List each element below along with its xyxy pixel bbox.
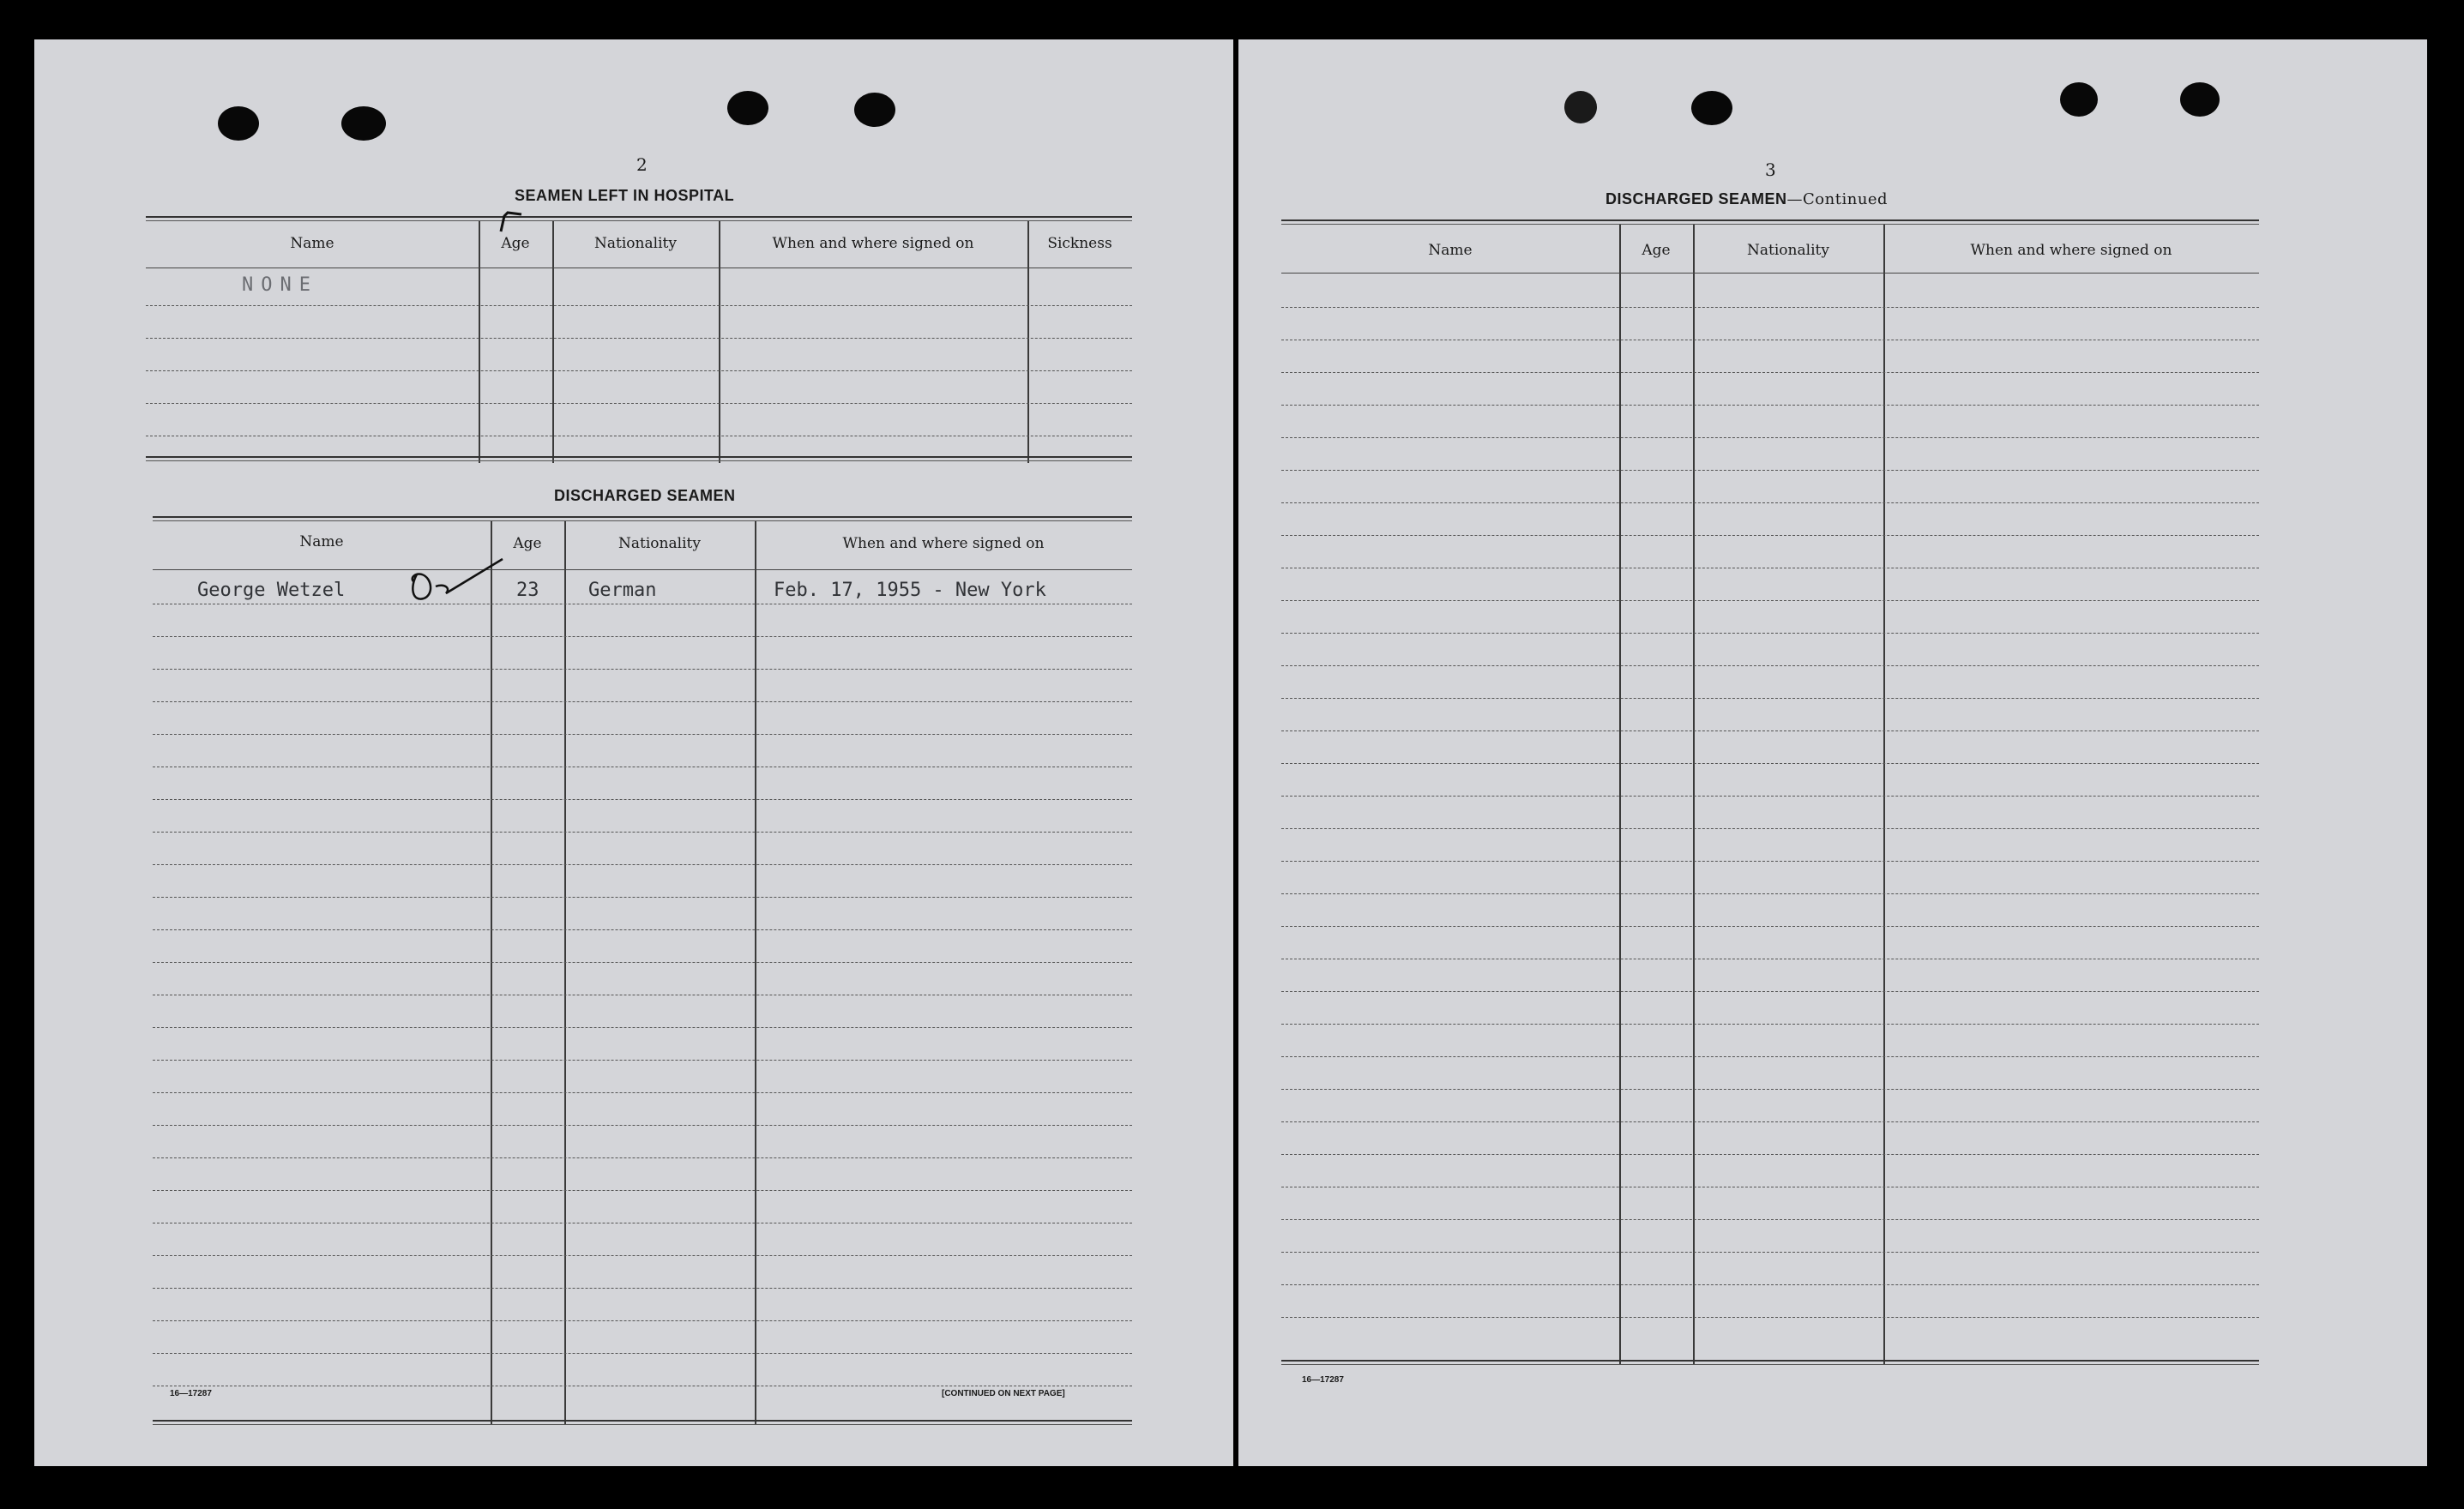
none-entry: NONE bbox=[242, 274, 318, 296]
continued-note: [CONTINUED ON NEXT PAGE] bbox=[942, 1389, 1065, 1398]
column-header-sickness: Sickness bbox=[1047, 235, 1112, 252]
punch-hole bbox=[218, 106, 259, 141]
right-page bbox=[1238, 39, 2427, 1466]
discharged-table bbox=[153, 516, 1132, 1430]
seaman-signed-on: Feb. 17, 1955 - New York bbox=[774, 580, 1046, 601]
seaman-nationality: German bbox=[588, 580, 657, 601]
column-header-nationality: Nationality bbox=[594, 235, 677, 252]
column-header-name: Name bbox=[1428, 242, 1473, 259]
handwritten-mark bbox=[401, 549, 504, 609]
punch-hole bbox=[2060, 82, 2098, 117]
left-page bbox=[34, 39, 1233, 1466]
discharged-continued-table bbox=[1281, 219, 2259, 1368]
column-header-signed-on: When and where signed on bbox=[772, 235, 974, 252]
ink-tick-mark bbox=[496, 209, 530, 235]
column-header-signed-on: When and where signed on bbox=[842, 535, 1045, 552]
seaman-age: 23 bbox=[516, 580, 539, 601]
punch-hole bbox=[1691, 91, 1732, 125]
discharged-section-title: DISCHARGED SEAMEN bbox=[554, 487, 736, 504]
column-header-age: Age bbox=[1642, 242, 1671, 259]
page-number: 3 bbox=[1765, 159, 1776, 180]
column-header-signed-on: When and where signed on bbox=[1970, 242, 2172, 259]
punch-hole bbox=[854, 93, 895, 127]
punch-hole bbox=[727, 91, 768, 125]
column-header-name: Name bbox=[290, 235, 334, 252]
column-header-nationality: Nationality bbox=[618, 535, 701, 552]
hospital-section-title: SEAMEN LEFT IN HOSPITAL bbox=[515, 187, 735, 204]
column-header-nationality: Nationality bbox=[1747, 242, 1829, 259]
form-number: 16—17287 bbox=[170, 1389, 212, 1398]
form-number: 16—17287 bbox=[1302, 1375, 1344, 1385]
title-main: DISCHARGED SEAMEN bbox=[1606, 190, 1787, 207]
column-header-age: Age bbox=[501, 235, 530, 252]
column-header-name: Name bbox=[299, 533, 344, 550]
discharged-continued-title bbox=[1606, 190, 1888, 208]
seaman-name: George Wetzel bbox=[197, 580, 346, 601]
punch-hole bbox=[1564, 91, 1597, 123]
punch-hole bbox=[2180, 82, 2220, 117]
column-header-age: Age bbox=[513, 535, 542, 552]
punch-hole bbox=[341, 106, 386, 141]
hospital-table bbox=[146, 216, 1132, 465]
page-number: 2 bbox=[636, 154, 648, 175]
title-continued: —Continued bbox=[1786, 190, 1889, 208]
